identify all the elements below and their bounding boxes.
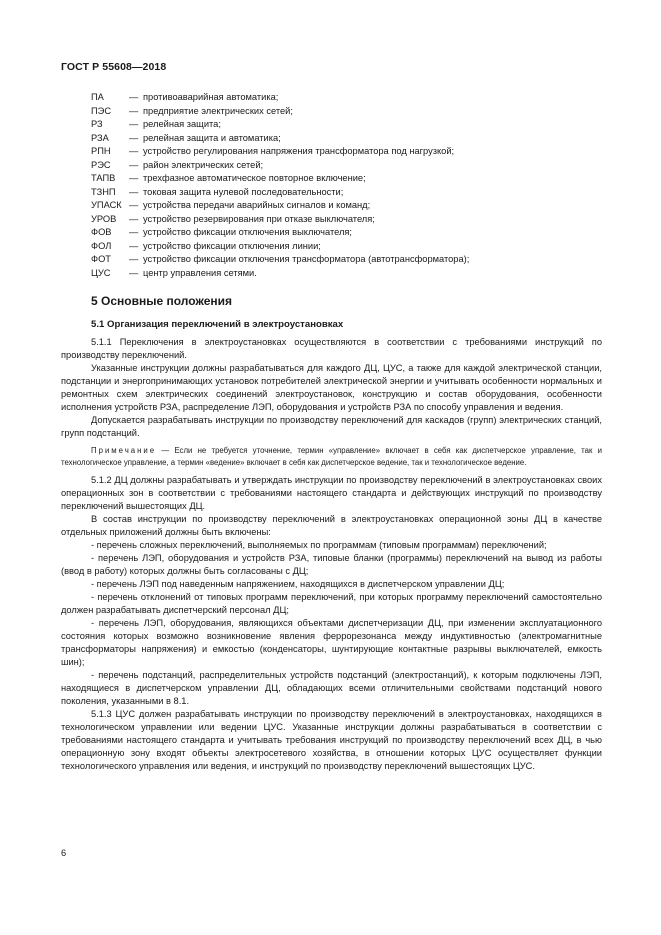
abbreviation-row: [91, 267, 631, 281]
abbreviation-definition: предприятие электрических сетей;: [143, 105, 293, 116]
abbreviation-dash: —: [129, 227, 139, 237]
abbreviation-row: [91, 240, 631, 254]
abbreviation-row: [91, 172, 631, 186]
paragraph-5-1-1: 5.1.1 Переключения в электроустановках осуществляются в соответствии с требованиями инструкций по производству переключений.: [61, 337, 602, 360]
list-item: - перечень ЛЭП, оборудования, являющихся объектами диспетчеризации ДЦ, при изменении эксплуатационного состояния которых возможно возникновение явления феррорезонанса между индуктивностью (электромагнитные трансформаторы напряжения) и емкостью (конденсаторы, шунтирующие контактные разрывы выключателей, емкость шин);: [61, 618, 602, 667]
page-number: 6: [61, 848, 67, 858]
section-title: 5 Основные положения: [91, 294, 233, 308]
abbreviation-definition: устройство фиксации отключения трансформатора (автотрансформатора);: [143, 254, 470, 264]
note-dash: —: [161, 446, 170, 455]
abbreviation-definition: трехфазное автоматическое повторное включение;: [143, 173, 366, 183]
abbreviation-term: ПА: [91, 92, 104, 102]
abbreviation-term: РЭС: [91, 159, 111, 170]
document-code-header: ГОСТ Р 55608—2018: [61, 61, 167, 73]
abbreviation-row: [91, 253, 631, 267]
abbreviation-row: [91, 159, 631, 173]
abbreviation-dash: —: [129, 200, 139, 210]
subsection-title: 5.1 Организация переключений в электроустановках: [91, 319, 344, 330]
paragraph-5-1-2: 5.1.2 ДЦ должны разрабатывать и утверждать инструкции по производству переключений в электроустановках своих операционных зон в соответствии с требованиями настоящего стандарта и действующих инструкций по производству переключений вышестоящих ДЦ.: [61, 475, 602, 511]
abbreviation-term: ПЭС: [91, 105, 112, 116]
abbreviation-term: ФОВ: [91, 227, 112, 237]
abbreviation-row: [91, 132, 631, 146]
abbreviation-definition: противоаварийная автоматика;: [143, 92, 279, 102]
abbreviation-dash: —: [129, 173, 139, 183]
list-item: - перечень ЛЭП, оборудования и устройств РЗА, типовые бланки (программы) переключений на вывод из работы (ввод в работу) которых должны быть согласованы с ДЦ;: [61, 553, 602, 576]
note-text: Если не требуется уточнение, термин «управление» включает в себя как диспетчерское управление, так и технологическое управление, а термин «ведение» включает в себя как диспетчерское ведение, так и технологическое ведение.: [61, 446, 602, 467]
list-item: - перечень сложных переключений, выполняемых по программам (типовым программам) переключений;: [91, 540, 547, 550]
abbreviation-term: ЦУС: [91, 267, 111, 278]
abbreviation-term: ФОЛ: [91, 240, 112, 251]
abbreviation-term: РЗ: [91, 119, 103, 129]
abbreviation-dash: —: [129, 92, 139, 102]
abbreviation-definition: токовая защита нулевой последовательности;: [143, 186, 344, 197]
abbreviation-row: [91, 91, 631, 105]
abbreviation-dash: —: [129, 159, 139, 170]
abbreviation-definition: релейная защита и автоматика;: [143, 132, 281, 143]
body-text: [61, 336, 602, 773]
abbreviation-dash: —: [129, 240, 139, 251]
abbreviation-row: [91, 186, 631, 200]
abbreviation-term: УПАСК: [91, 200, 122, 210]
abbreviation-term: ТАПВ: [91, 173, 116, 183]
abbreviation-row: [91, 226, 631, 240]
abbreviation-term: ТЗНП: [91, 186, 116, 197]
abbreviation-dash: —: [129, 186, 139, 197]
abbreviation-row: [91, 118, 631, 132]
abbreviation-term: РПН: [91, 146, 111, 156]
abbreviation-definition: центр управления сетями.: [143, 267, 257, 278]
abbreviation-dash: —: [129, 146, 139, 156]
abbreviation-definition: релейная защита;: [143, 119, 221, 129]
abbreviation-dash: —: [129, 119, 139, 129]
abbreviation-definition: устройство резервирования при отказе выключателя;: [143, 213, 375, 224]
abbreviation-row: [91, 199, 631, 213]
abbreviation-dash: —: [129, 105, 139, 116]
abbreviation-dash: —: [129, 213, 139, 224]
paragraph: Указанные инструкции должны разрабатываться для каждого ДЦ, ЦУС, а также для каждой электрической станции, подстанции и энергопринимающих установок потребителей электрической энергии и учитывать особенности нормальных и ремонтных схем электрических соединений электроустановок, конструкцию и состав оборудования, особенности исполнения устройств РЗА, распределение ЛЭП, оборудования и устройств РЗА по способу управления и ведения.: [61, 363, 602, 412]
note-label: Примечание: [91, 446, 157, 455]
abbreviation-definition: устройства передачи аварийных сигналов и команд;: [143, 200, 371, 210]
list-item: - перечень отклонений от типовых программ переключений, при которых программу переключений самостоятельно должен разрабатывать диспетчерский персонал ДЦ;: [61, 592, 602, 615]
abbreviation-term: РЗА: [91, 132, 109, 143]
abbreviation-definition: район электрических сетей;: [143, 159, 264, 170]
paragraph-5-1-3: 5.1.3 ЦУС должен разрабатывать инструкции по производству переключений в электроустановках, находящихся в технологическом управлении или ведении ЦУС. Указанные инструкции должны разрабатываться в соответствии с требованиями настоящего стандарта и учитывать требования инструкций по производству переключений всех ДЦ, в чью операционную зону входят объекты электросетевого хозяйства, в отношении которых ЦУС осуществляет функции технологического управления или ведения, и инструкций по производству переключений вышестоящих ЦУС.: [61, 709, 602, 771]
abbreviation-row: [91, 145, 631, 159]
abbreviation-dash: —: [129, 254, 139, 264]
abbreviation-row: [91, 105, 631, 119]
abbreviation-dash: —: [129, 132, 139, 143]
list-item: - перечень подстанций, распределительных устройств подстанций (электростанций), к которым подключены ЛЭП, находящиеся в диспетчерском управлении ДЦ, обладающих всеми отличительными свойствами подстанций нового поколения, указанными в 8.1.: [61, 670, 602, 706]
abbreviation-definition: устройство фиксации отключения линии;: [143, 240, 321, 251]
abbreviation-dash: —: [129, 267, 139, 278]
abbreviation-term: УРОВ: [91, 213, 117, 224]
paragraph: Допускается разрабатывать инструкции по производству переключений для каскадов (групп) электрических станций, групп подстанций.: [61, 415, 602, 438]
abbreviation-list: [91, 91, 631, 280]
note: [61, 445, 602, 468]
abbreviation-definition: устройство регулирования напряжения трансформатора под нагрузкой;: [143, 146, 455, 156]
abbreviation-definition: устройство фиксации отключения выключателя;: [143, 227, 353, 237]
abbreviation-term: ФОТ: [91, 254, 111, 264]
abbreviation-row: [91, 213, 631, 227]
paragraph: В состав инструкции по производству переключений в электроустановках операционной зоны ДЦ в качестве отдельных приложений должны быть включены:: [61, 514, 602, 537]
list-item: - перечень ЛЭП под наведенным напряжением, находящихся в диспетчерском управлении ДЦ;: [91, 579, 505, 589]
